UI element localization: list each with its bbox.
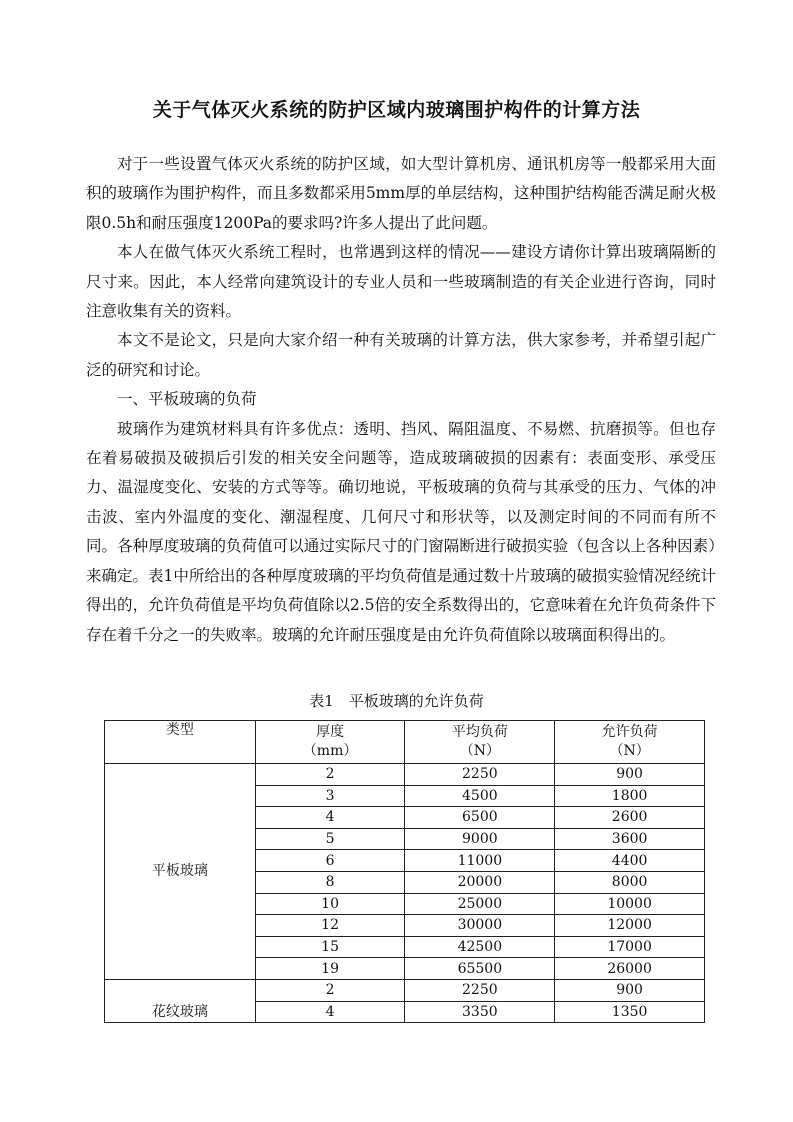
cell-avg-load: 2250	[405, 979, 555, 1001]
group-type-patterned-glass: 花纹玻璃	[105, 979, 256, 1022]
cell-thickness: 10	[255, 893, 405, 915]
cell-allow-load: 1800	[555, 785, 705, 807]
cell-allow-load: 1350	[555, 1001, 705, 1023]
cell-avg-load: 25000	[405, 893, 555, 915]
cell-thickness: 4	[255, 807, 405, 829]
cell-avg-load: 42500	[405, 936, 555, 958]
table-row	[105, 764, 705, 786]
group-type-flat-glass: 平板玻璃	[105, 764, 256, 980]
cell-allow-load: 4400	[555, 850, 705, 872]
header-type: 类型	[105, 721, 256, 764]
table-body	[105, 764, 705, 1023]
cell-allow-load: 2600	[555, 807, 705, 829]
cell-avg-load: 6500	[405, 807, 555, 829]
paragraph-intro: 对于一些设置气体灭火系统的防护区域，如大型计算机房、通讯机房等一般都采用大面积的玻璃作为围护构件，而且多数都采用5mm厚的单层结构，这种围护结构能否满足耐火极限0.5h和耐压强度1200Pa的要求吗?许多人提出了此问题。	[86, 155, 716, 232]
table-caption: 表1 平板玻璃的允许负荷	[309, 692, 484, 710]
cell-avg-load: 20000	[405, 871, 555, 893]
cell-avg-load: 30000	[405, 915, 555, 937]
table-header-row	[105, 721, 705, 764]
cell-allow-load: 10000	[555, 893, 705, 915]
document-title: 关于气体灭火系统的防护区域内玻璃围护构件的计算方法	[152, 99, 641, 121]
cell-allow-load: 3600	[555, 828, 705, 850]
cell-avg-load: 2250	[405, 764, 555, 786]
cell-thickness: 2	[255, 979, 405, 1001]
cell-allow-load: 8000	[555, 871, 705, 893]
header-thickness: 厚度 （mm）	[255, 721, 405, 764]
paragraph-experience: 本人在做气体灭火系统工程时，也常遇到这样的情况——建设方请你计算出玻璃隔断的尺寸来。因此，本人经常向建筑设计的专业人员和一些玻璃制造的有关企业进行咨询，同时注意收集有关的资料。	[86, 243, 716, 321]
cell-thickness: 6	[255, 850, 405, 872]
cell-thickness: 4	[255, 1001, 405, 1023]
cell-thickness: 19	[255, 958, 405, 980]
cell-avg-load: 65500	[405, 958, 555, 980]
cell-thickness: 5	[255, 828, 405, 850]
cell-allow-load: 17000	[555, 936, 705, 958]
cell-thickness: 8	[255, 871, 405, 893]
cell-allow-load: 900	[555, 764, 705, 786]
cell-avg-load: 9000	[405, 828, 555, 850]
cell-allow-load: 900	[555, 979, 705, 1001]
paragraph-glass-load: 玻璃作为建筑材料具有许多优点：透明、挡风、隔阻温度、不易燃、抗磨损等。但也存在着易破损及破损后引发的相关安全问题等，造成玻璃破损的因素有：表面变形、承受压力、温湿度变化、安装的方式等等。确切地说，平板玻璃的负荷与其承受的压力、气体的冲击波、室内外温度的变化、潮湿程度、几何尺寸和形状等，以及测定时间的不同而有所不同。各种厚度玻璃的负荷值可以通过实际尺寸的门窗隔断进行破损实验（包含以上各种因素）来确定。表1中所给出的各种厚度玻璃的平均负荷值是通过数十片玻璃的破损实验情况经统计得出的，允许负荷值是平均负荷值除以2.5倍的安全系数得出的，它意味着在允许负荷条件下存在着千分之一的失败率。玻璃的允许耐压强度是由允许负荷值除以玻璃面积得出的。	[86, 419, 716, 644]
cell-allow-load: 26000	[555, 958, 705, 980]
paragraph-purpose: 本文不是论文，只是向大家介绍一种有关玻璃的计算方法，供大家参考，并希望引起广泛的研究和讨论。	[86, 331, 716, 379]
glass-load-table	[104, 720, 705, 1023]
cell-thickness: 2	[255, 764, 405, 786]
cell-allow-load: 12000	[555, 915, 705, 937]
cell-avg-load: 4500	[405, 785, 555, 807]
header-allow-load: 允许负荷 （N）	[555, 721, 705, 764]
header-avg-load: 平均负荷 （N）	[405, 721, 555, 764]
cell-thickness: 15	[255, 936, 405, 958]
table-row	[105, 979, 705, 1001]
cell-avg-load: 11000	[405, 850, 555, 872]
cell-avg-load: 3350	[405, 1001, 555, 1023]
cell-thickness: 3	[255, 785, 405, 807]
section-heading: 一、平板玻璃的负荷	[117, 390, 257, 409]
document-body	[86, 150, 716, 650]
cell-thickness: 12	[255, 915, 405, 937]
